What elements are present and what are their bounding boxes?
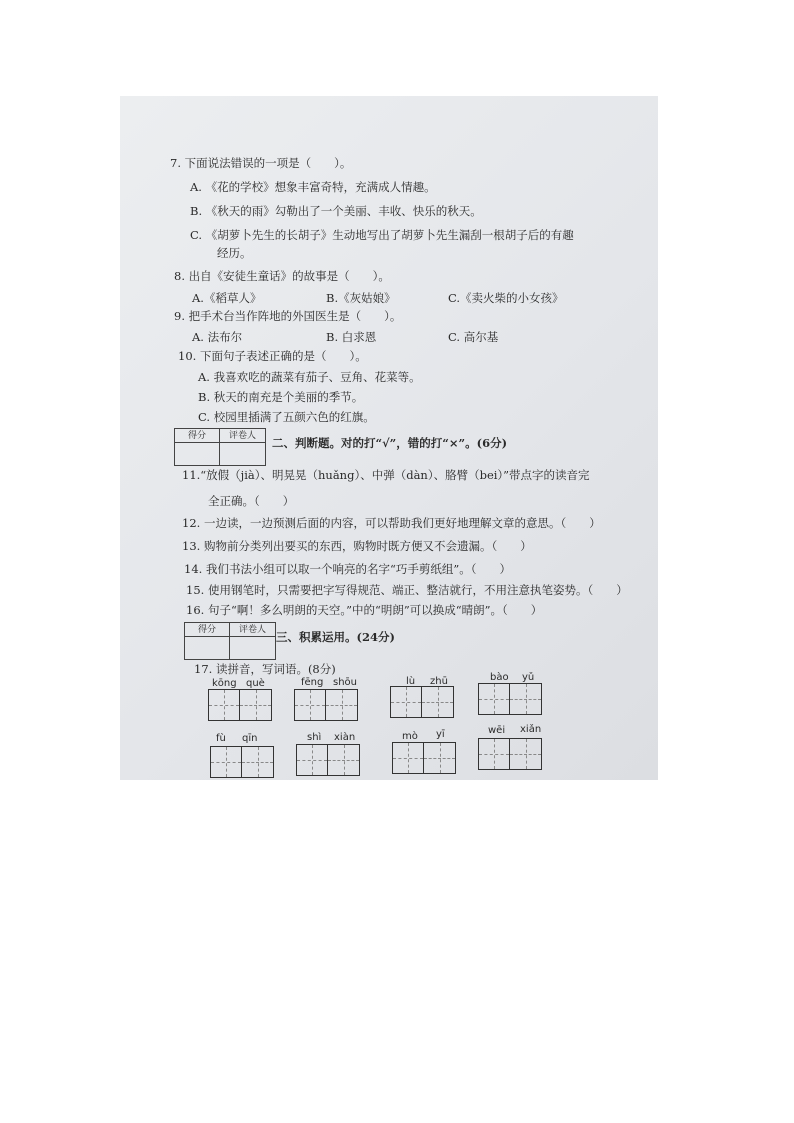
grader-cell[interactable] [220,443,265,465]
q7-option-a: A. 《花的学校》想象丰富奇特，充满成人情趣。 [190,180,436,194]
exam-photo [120,96,658,780]
writing-grid-7[interactable] [392,742,456,774]
writing-grid-2[interactable] [294,689,358,721]
score-cell[interactable] [185,637,230,659]
grader-cell[interactable] [230,637,275,659]
pinyin-1a: kōng [212,678,237,689]
q13: 13. 购物前分类列出要买的东西，购物时既方便又不会遗漏。（ ） [182,539,532,553]
q15: 15. 使用钢笔时，只需要把字写得规范、端正、整洁就行，不用注意执笔姿势。（ ） [186,583,628,597]
q16: 16. 句子“啊！多么明朗的天空。”中的“明朗”可以换成“晴朗”。（ ） [186,603,543,617]
pinyin-5a: fù [216,733,226,744]
q9-stem: 9. 把手术台当作阵地的外国医生是（ ）。 [174,309,402,323]
writing-grid-1[interactable] [208,689,272,721]
q7-option-c: C. 《胡萝卜先生的长胡子》生动地写出了胡萝卜先生漏刮一根胡子后的有趣 [190,228,574,242]
q9-option-b: B. 白求恩 [326,330,377,344]
pinyin-7a: mò [402,731,418,742]
q10-option-a: A. 我喜欢吃的蔬菜有茄子、豆角、花菜等。 [198,370,421,384]
q7-option-b: B. 《秋天的雨》勾勒出了一个美丽、丰收、快乐的秋天。 [190,204,482,218]
score-label: 得分 [175,429,220,443]
q8-stem: 8. 出自《安徒生童话》的故事是（ ）。 [174,269,390,283]
q17-stem: 17. 读拼音，写词语。(8分) [194,662,336,676]
q11-line2: 全正确。（ ） [208,494,295,508]
pinyin-3a: lù [406,676,416,687]
pinyin-6b: xiàn [334,732,356,743]
q8-option-c: C.《卖火柴的小女孩》 [448,291,564,305]
section2-title: 二、判断题。对的打“√”，错的打“×”。(6分) [272,436,508,450]
writing-grid-8[interactable] [478,738,542,770]
q14: 14. 我们书法小组可以取一个响亮的名字“巧手剪纸组”。（ ） [184,562,511,576]
pinyin-6a: shì [307,732,322,743]
q7-stem: 7. 下面说法错误的一项是（ ）。 [170,156,352,170]
q11-line1: 11.“放假（jià）、明晃晃（huǎng）、中弹（dàn）、胳臂（bei）”带点字的读音完 [182,468,590,482]
q9-option-c: C. 高尔基 [448,330,499,344]
pinyin-8a: wēi [488,725,506,736]
pinyin-4b: yǔ [522,672,535,683]
score-cell[interactable] [175,443,220,465]
score-label: 得分 [185,623,230,637]
pinyin-2b: shōu [333,677,358,688]
writing-grid-5[interactable] [210,746,274,778]
pinyin-2a: fēng [301,677,324,688]
q8-option-b: B.《灰姑娘》 [326,291,396,305]
pinyin-4a: bào [490,672,509,683]
pinyin-1b: què [246,678,265,689]
q7-option-c-cont: 经历。 [217,246,252,260]
q9-option-a: A. 法布尔 [192,330,243,344]
grader-label: 评卷人 [230,623,275,637]
pinyin-8b: xiǎn [520,724,542,735]
writing-grid-4[interactable] [478,683,542,715]
q10-option-b: B. 秋天的南充是个美丽的季节。 [198,390,364,404]
q10-stem: 10. 下面句子表述正确的是（ ）。 [178,349,367,363]
score-box-section2 [174,428,266,466]
score-box-section3 [184,622,276,660]
q12: 12. 一边读，一边预测后面的内容，可以帮助我们更好地理解文章的意思。（ ） [182,516,601,530]
writing-grid-3[interactable] [390,686,454,718]
grader-label: 评卷人 [220,429,265,443]
section3-title: 三、积累运用。(24分) [276,630,395,644]
writing-grid-6[interactable] [296,744,360,776]
pinyin-7b: yī [436,729,445,740]
pinyin-5b: qīn [242,733,258,744]
q10-option-c: C. 校园里插满了五颜六色的红旗。 [198,410,375,424]
pinyin-3b: zhū [430,676,448,687]
q8-option-a: A.《稻草人》 [192,291,262,305]
